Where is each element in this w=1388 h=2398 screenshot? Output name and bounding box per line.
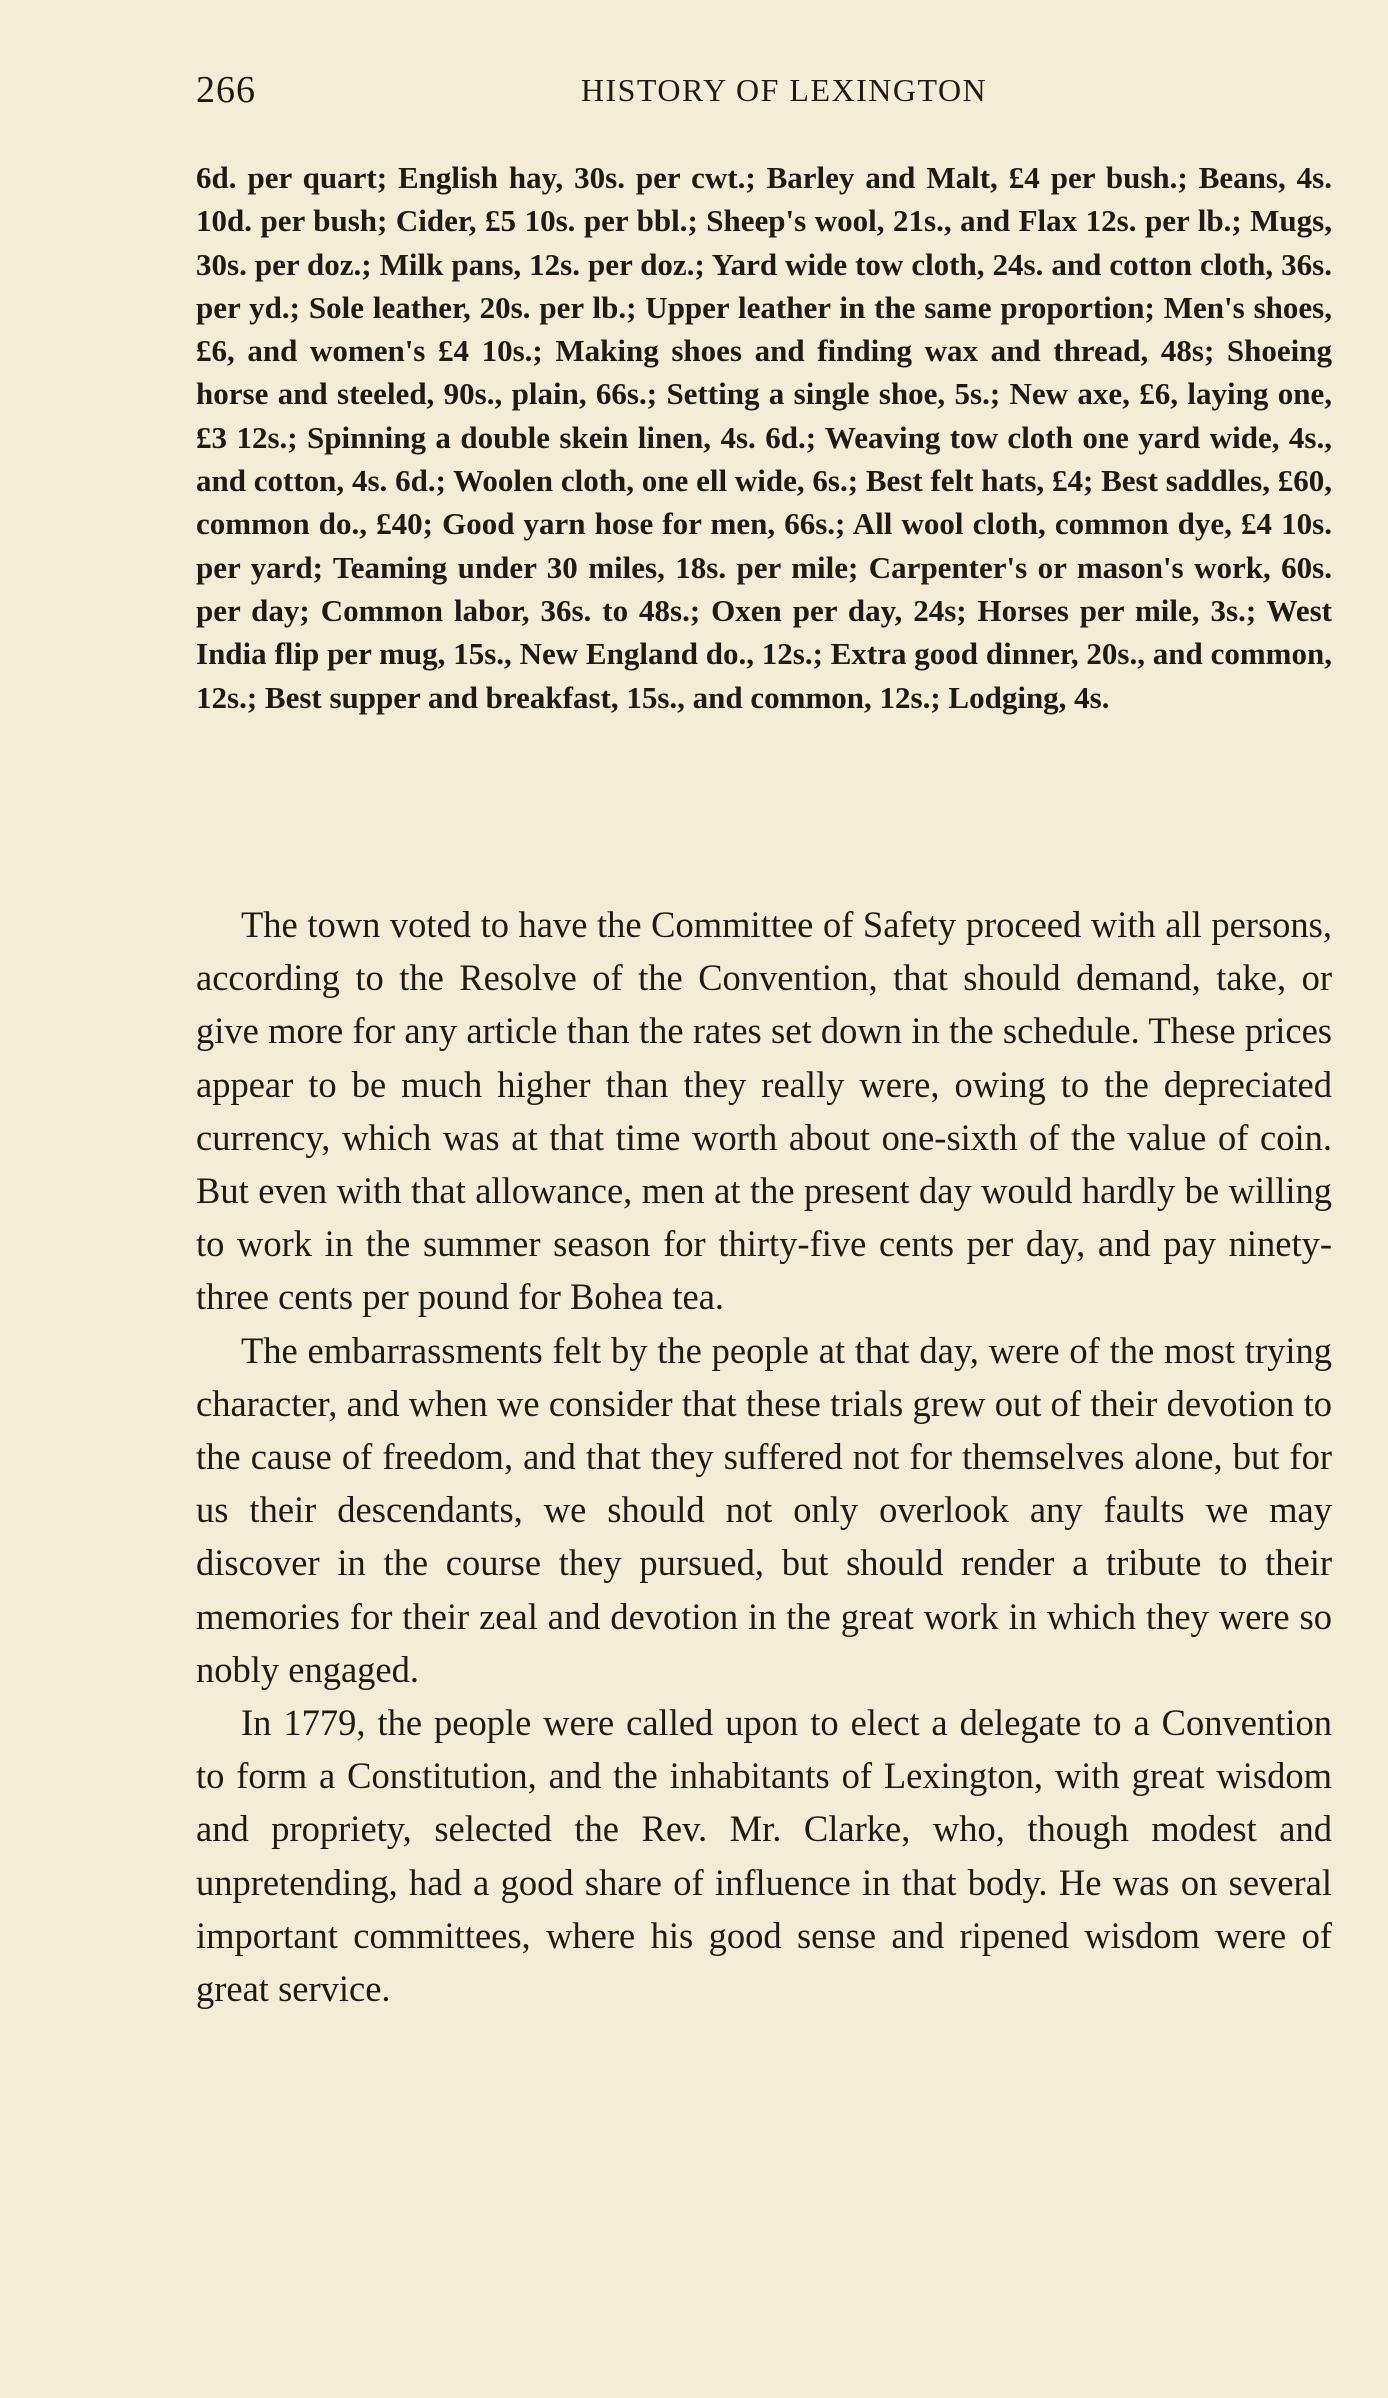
paragraph-embarrassments: The embarrassments felt by the people at that day, were of the most trying character, and when we consider that these trials grew out of their devotion to the cause of freedom, and that they suffered not for themselves alone, but for us their descendants, we should not only overlook any faults we may discover in the course they pursued, but should render a tribute to their memories for their zeal and devotion in the great work in which they were so nobly engaged. xyxy=(196,1329,1332,1690)
running-title: HISTORY OF LEXINGTON xyxy=(580,72,988,108)
body-text xyxy=(196,898,1332,2015)
price-schedule-paragraph: 6d. per quart; English hay, 30s. per cwt.; Barley and Malt, £4 per bush.; Beans, 4s. 10d. per bush; Cider, £5 10s. per bbl.; Sheep's wool, 21s., and Flax 12s. per lb.; Mugs, 30s. per doz.; Milk pans, 12s. per doz.; Yard wide tow cloth, 24s. and cotton cloth, 36s. per yd.; Sole leather, 20s. per lb.; Upper leather in the same proportion; Men's shoes, £6, and women's £4 10s.; Making shoes and finding wax and thread, 48s; Shoeing horse and steeled, 90s., plain, 66s.; Setting a single shoe, 5s.; New axe, £6, laying one, £3 12s.; Spinning a double skein linen, 4s. 6d.; Weaving tow cloth one yard wide, 4s., and cotton, 4s. 6d.; Woolen cloth, one ell wide, 6s.; Best felt hats, £4; Best saddles, £60, common do., £40; Good yarn hose for men, 66s.; All wool cloth, common dye, £4 10s. per yard; Teaming under 30 miles, 18s. per mile; Carpenter's or mason's work, 60s. per day; Common labor, 36s. to 48s.; Oxen per day, 24s; Horses per mile, 3s.; West India flip per mug, 15s., New England do., 12s.; Extra good dinner, 20s., and common, 12s.; Best supper and breakfast, 15s., and common, 12s.; Lodging, 4s. xyxy=(196,160,1332,715)
paragraph-committee-of-safety: The town voted to have the Committee of Safety proceed with all persons, according to the Resolve of the Convention, that should demand, take, or give more for any article than the rates set down in the schedule. These prices appear to be much higher than they really were, owing to the depreciated currency, which was at that time worth about one-sixth of the value of coin. But even with that allowance, men at the present day would hardly be willing to work in the summer season for thirty-five cents per day, and pay ninety-three cents per pound for Bohea tea. xyxy=(196,904,1332,1318)
page-number: 266 xyxy=(196,69,256,111)
page-header xyxy=(196,68,1332,118)
paragraph-convention-1779: In 1779, the people were called upon to elect a delegate to a Convention to form a Constitution, and the inhabitants of Lexington, with great wisdom and propriety, selected the Rev. Mr. Clarke, who, though modest and unpretending, had a good share of influence in that body. He was on several important committees, where his good sense and ripened wisdom were of great service. xyxy=(196,1702,1332,2010)
